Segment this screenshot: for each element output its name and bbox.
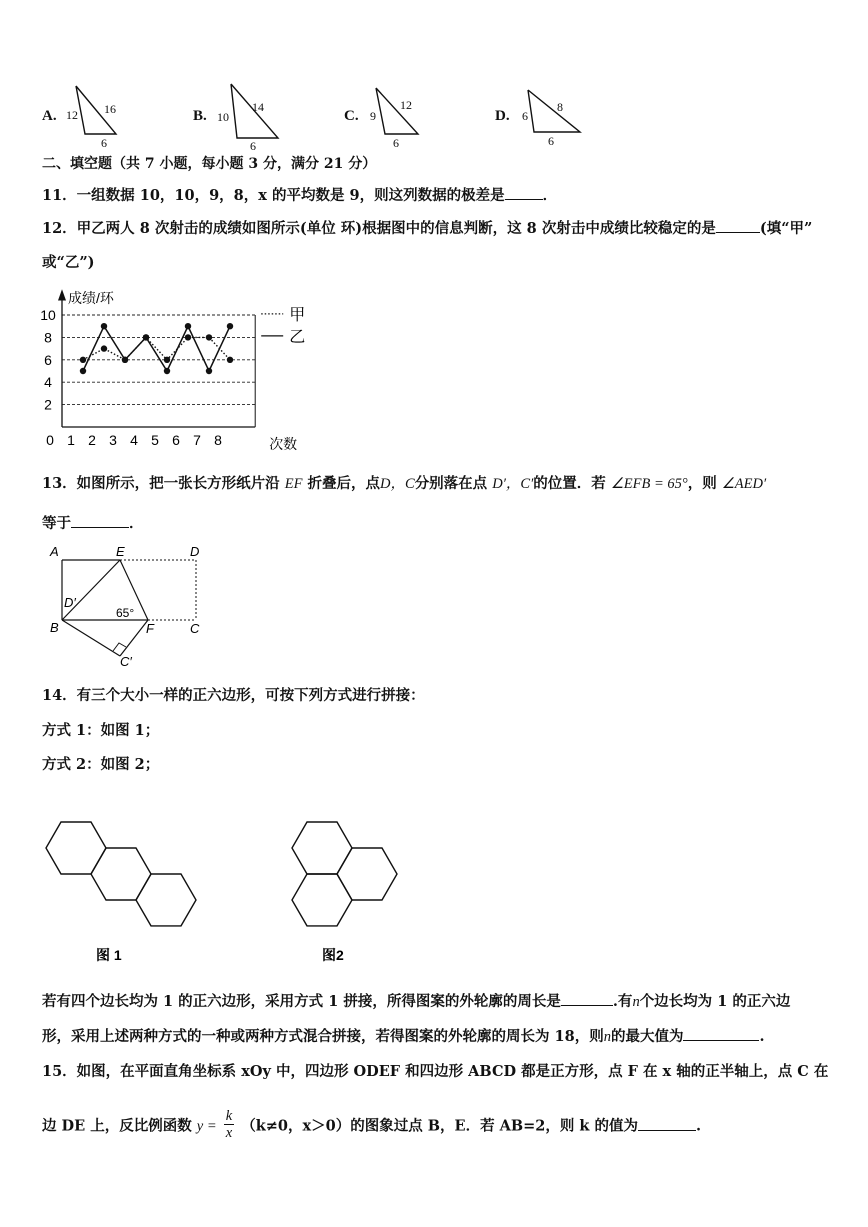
legend-label: 甲 (289, 306, 306, 324)
x-tick-label: 8 (214, 432, 222, 448)
legend-label: 乙 (289, 328, 306, 346)
side-label: 6 (522, 109, 528, 123)
question-13-line1 (42, 472, 766, 493)
side-label: 6 (548, 134, 554, 148)
question-text: 分别落在点 (414, 475, 488, 492)
question-text: 形，采用上述两种方式的一种或两种方式混合拼接，若得图案的外轮廓的周长为 18，则 (42, 1028, 604, 1045)
question-text: 若有四个边长均为 1 的正六边形，采用方式 1 拼接，所得图案的外轮廓的周长是 (42, 993, 561, 1010)
hexagon (136, 874, 196, 926)
data-point (227, 323, 233, 329)
x-tick-label: 1 (67, 432, 75, 448)
math-ef: EF (284, 476, 303, 492)
data-point (227, 357, 233, 363)
question-14-line1: 14．有三个大小一样的正六边形，可按下列方式进行拼接： (42, 687, 425, 704)
data-point (185, 323, 191, 329)
question-text-end: (填“甲” (759, 220, 813, 237)
math-n: n (632, 994, 640, 1010)
side-label: 9 (370, 109, 376, 123)
data-point (101, 345, 107, 351)
label-c: C (190, 621, 200, 636)
y-tick-label: 6 (44, 351, 52, 368)
y-tick-label: 10 (40, 307, 56, 323)
question-text-end: . (696, 1117, 702, 1135)
side-label: 14 (252, 100, 264, 114)
data-point (101, 323, 107, 329)
side-label: 16 (104, 102, 116, 116)
data-point (143, 334, 149, 340)
question-14-para1 (42, 990, 790, 1011)
answer-blank (683, 1026, 759, 1041)
option-letter: A. (42, 108, 57, 124)
hexagon (46, 822, 106, 874)
math-angle: ∠AED′ (721, 476, 767, 492)
section-heading: 二、填空题（共 7 小题，每小题 3 分，满分 21 分） (42, 156, 377, 172)
answer-blank (561, 991, 613, 1006)
y-axis-arrow (58, 289, 66, 300)
hexagon-figures (40, 812, 420, 972)
question-text: 边 DE 上，反比例函数 (42, 1117, 192, 1135)
fold-figure (40, 540, 220, 670)
data-point (206, 334, 212, 340)
question-15-line2 (42, 1110, 701, 1143)
y-tick-label: 2 (44, 396, 52, 413)
math-dc: D，C (380, 476, 415, 492)
math-n: n (603, 1029, 611, 1045)
math-angle: ∠EFB = 65° (610, 476, 688, 492)
answer-blank (71, 513, 129, 528)
data-point (80, 357, 86, 363)
hexagon (337, 848, 397, 900)
data-point (80, 368, 86, 374)
question-text: 的位置．若 (533, 475, 606, 492)
question-12-line1 (42, 217, 812, 238)
data-point (206, 368, 212, 374)
y-tick-label: 8 (44, 329, 52, 346)
question-15-line1: 15．如图，在平面直角坐标系 xOy 中，四边形 ODEF 和四边形 ABCD 都是正方形，点 F 在 x 轴的正半轴上，点 C 在 (42, 1063, 829, 1080)
fraction-denominator: x (225, 1125, 233, 1141)
score-chart (40, 280, 330, 455)
side-label: 6 (101, 136, 107, 150)
hexagon-figure-1 (46, 822, 196, 926)
question-text: ，则 (687, 475, 717, 492)
question-text: 11．一组数据 10，10，9，8，x 的平均数是 9，则这列数据的极差是 (42, 187, 505, 204)
method-2: 方式 2：如图 2； (42, 756, 160, 773)
question-text: 12．甲乙两人 8 次射击的成绩如图所示(单位 环)根据图中的信息判断，这 8 次射击中成绩比较稳定的是 (42, 220, 716, 237)
side-label: 12 (66, 108, 78, 122)
y-tick-label: 4 (44, 374, 52, 391)
label-d-prime: D′ (64, 595, 76, 610)
question-14-para2 (42, 1025, 765, 1046)
side-label: 12 (400, 98, 412, 112)
question-text-end: ． (542, 187, 558, 204)
question-text: 等于 (42, 515, 71, 532)
x-tick-label: 4 (130, 432, 138, 448)
question-text: （k≠0，x＞0）的图象过点 B，E．若 AB=2，则 k 的值为 (241, 1117, 639, 1135)
side-label: 6 (393, 136, 399, 150)
question-text: .有 (612, 993, 633, 1010)
math-dpcp: D′，C′ (492, 476, 534, 492)
answer-blank (638, 1116, 696, 1131)
data-point (164, 368, 170, 374)
label-f: F (146, 621, 154, 636)
question-12-line2: 或“乙”) (42, 254, 95, 271)
answer-blank (505, 185, 543, 200)
label-b: B (50, 620, 59, 635)
side-label: 10 (217, 110, 229, 124)
label-e: E (116, 544, 125, 559)
x-tick-label: 7 (193, 432, 201, 448)
y-axis-title: 成绩/环 (68, 290, 114, 307)
answer-blank (716, 218, 760, 233)
hexagon (91, 848, 151, 900)
question-text: 折叠后，点 (307, 475, 381, 492)
question-13-line2 (42, 512, 144, 533)
x-tick-label: 0 (46, 432, 54, 448)
side-label: 6 (250, 139, 256, 153)
side-label: 8 (557, 100, 563, 114)
question-text-end: ． (129, 515, 144, 532)
x-axis-title: 次数 (269, 436, 298, 452)
question-text: 的最大值为 (610, 1028, 684, 1045)
method-1: 方式 1：如图 1； (42, 722, 160, 739)
question-text: 13．如图所示，把一张长方形纸片沿 (42, 475, 280, 492)
figure-1-caption: 图 1 (96, 947, 122, 963)
question-text: 个边长均为 1 的正六边 (639, 993, 791, 1010)
x-tick-label: 2 (88, 432, 96, 448)
hexagon (292, 874, 352, 926)
x-tick-label: 3 (109, 432, 117, 448)
data-point (164, 357, 170, 363)
fraction-numerator: k (225, 1108, 233, 1124)
label-angle: 65° (116, 606, 135, 620)
fraction-k-over-x (224, 1108, 234, 1141)
question-11 (42, 184, 557, 205)
option-letter: D. (495, 108, 510, 124)
figure-2-caption: 图2 (322, 947, 344, 963)
hexagon-figure-2 (292, 822, 397, 926)
label-a: A (50, 544, 59, 559)
math-y-eq: y = (196, 1118, 217, 1135)
option-letter: C. (344, 108, 359, 124)
data-point (185, 334, 191, 340)
question-text-end: . (759, 1028, 765, 1045)
data-point (122, 357, 128, 363)
x-tick-label: 5 (151, 432, 159, 448)
label-c-prime: C′ (120, 654, 132, 669)
hexagon (292, 822, 352, 874)
label-d: D (190, 544, 200, 559)
option-letter: B. (193, 108, 207, 124)
x-tick-label: 6 (172, 432, 180, 448)
